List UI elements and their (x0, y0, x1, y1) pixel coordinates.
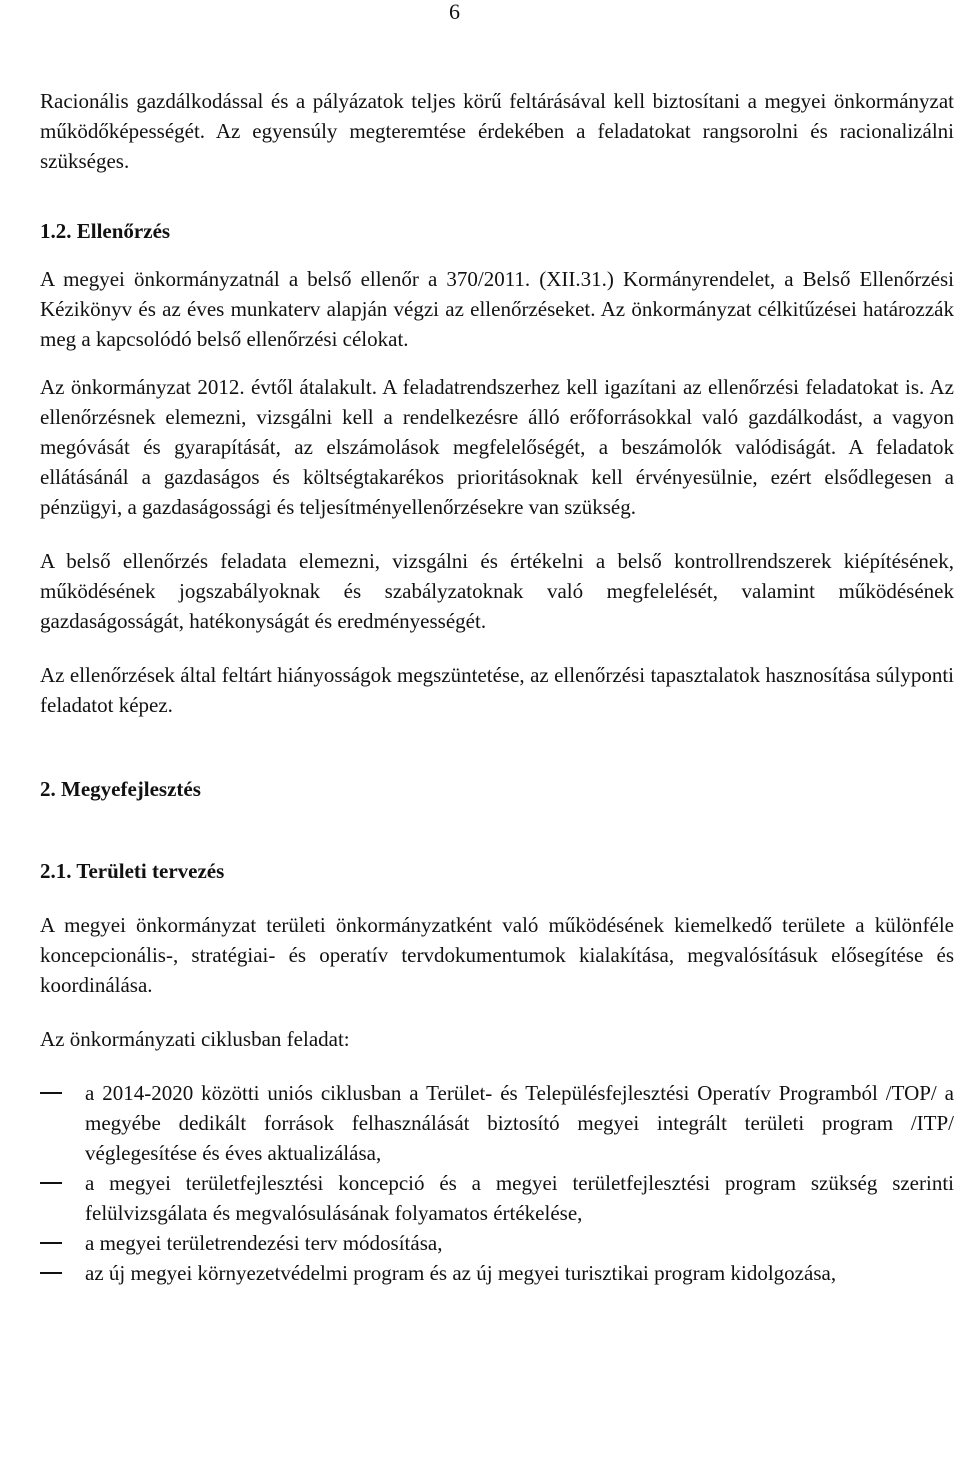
list-item-text: a megyei területfejlesztési koncepció és a megyei területfejlesztési program szükség szerinti felülvizsgálata és megvalósulásának folyamatos értékelése, (85, 1171, 954, 1225)
list-item (40, 1258, 954, 1288)
dash-bullet-icon (40, 1242, 62, 1244)
list-item-text: a 2014-2020 közötti uniós ciklusban a Terület- és Településfejlesztési Operatív Programból /TOP/ a megyébe dedikált források felhasználását biztosító megyei integrált területi program /ITP/ véglegesítése és éves aktualizálása, (85, 1081, 954, 1165)
dash-bullet-icon (40, 1182, 62, 1184)
heading-2-1-territorial-planning: 2.1. Területi tervezés (40, 859, 225, 883)
dash-bullet-icon (40, 1092, 62, 1094)
list-item (40, 1078, 954, 1168)
dash-bullet-icon (40, 1272, 62, 1274)
heading-2-county-development: 2. Megyefejlesztés (40, 777, 201, 801)
list-item (40, 1228, 954, 1258)
heading-1-2-audit: 1.2. Ellenőrzés (40, 219, 171, 243)
task-list (40, 1078, 954, 1288)
paragraph-cycle-tasks-intro: Az önkormányzati ciklusban feladat: (40, 1027, 350, 1051)
list-item-text: a megyei területrendezési terv módosítása, (85, 1231, 443, 1255)
list-item-text: az új megyei környezetvédelmi program és az új megyei turisztikai program kidolgozása, (85, 1261, 837, 1285)
paragraph-audit-task: A belső ellenőrzés feladata elemezni, vizsgálni és értékelni a belső kontrollrendszerek kiépítésének, működésének jogszabályoknak és szabályzatoknak való megfelelését, valamint működésének gazdaságosságát, hatékonyságát és eredményességét. (40, 549, 954, 633)
document-body (40, 86, 954, 1288)
paragraph-internal-auditor: A megyei önkormányzatnál a belső ellenőr a 370/2011. (XII.31.) Kormányrendelet, a Belső Ellenőrzési Kézikönyv és az éves munkaterv alapján végzi az ellenőrzéseket. Az önkormányzat célkitűzései határozzák meg a kapcsolódó belső ellenőrzési célokat. (40, 267, 954, 351)
paragraph-rational-management: Racionális gazdálkodással és a pályázatok teljes körű feltárásával kell biztosítani a megyei önkormányzat működőképességét. Az egyensúly megteremtése érdekében a feladatokat rangsorolni és racionalizálni szükséges. (40, 89, 954, 173)
page-number-text: 6 (449, 0, 460, 24)
list-item (40, 1168, 954, 1228)
paragraph-restructure: Az önkormányzat 2012. évtől átalakult. A feladatrendszerhez kell igazítani az ellenőrzési feladatokat is. Az ellenőrzésnek elemezni, vizsgálni kell a rendelkezésre álló erőforrásokkal való gazdálkodást, a vagyon megóvását és gyarapítását, az elszámolások megfelelőségét, a beszámolók valódiságát. A feladatok ellátásánál a gazdaságos és költségtakarékos prioritásoknak kell érvényesülnie, ezért elsődlegesen a pénzügyi, a gazdaságossági és teljesítményellenőrzésekre van szükség. (40, 375, 954, 519)
paragraph-deficiencies: Az ellenőrzések által feltárt hiányosságok megszüntetése, az ellenőrzési tapasztalatok hasznosítása súlyponti feladatot képez. (40, 663, 954, 717)
paragraph-territorial-role: A megyei önkormányzat területi önkormányzatként való működésének kiemelkedő területe a különféle koncepcionális-, stratégiai- és operatív tervdokumentumok kialakítása, megvalósításuk elősegítése és koordinálása. (40, 913, 954, 997)
